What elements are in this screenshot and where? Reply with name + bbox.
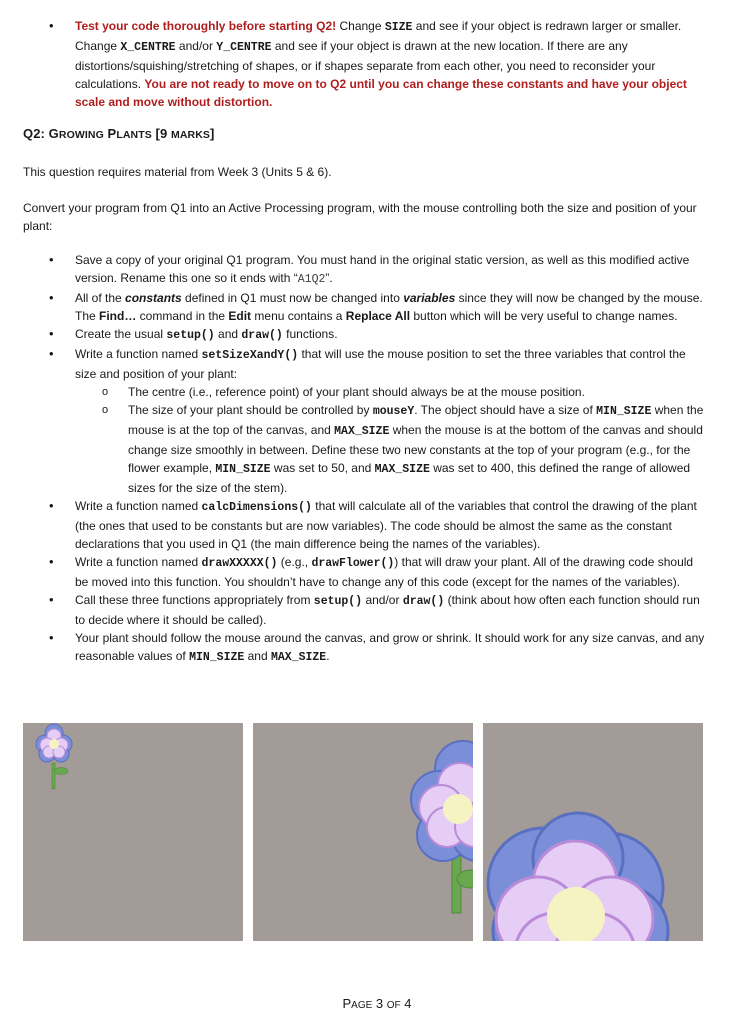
intro-bullet-list [0, 17, 709, 111]
canvas-example-large [483, 723, 703, 941]
instruction-list [0, 251, 709, 667]
list-item: • Write a function named setSizeXandY() that will use the mouse position to set the three variables that control the size and position of your plant: o The centre (i.e., reference point) of your plant should always be at the mouse position. o The size of your plant should be controlled by mouseY. The object should have a size of MIN_SIZE when the mouse is at the top of the canvas, and MAX_SIZE when the mouse is at the bottom of the canvas and should change size smoothly in between. Define these two new constants at the top of your program (e.g., for the flower example, MIN_SIZE was set to 50, and MAX_SIZE was set to 400, this defined the range of allowed sizes for the size of the stem). [0, 345, 709, 497]
sub-list [75, 383, 709, 497]
warning-text-tail: You are not ready to move on to Q2 until you can change these constants and have your object scale and move without distortion. [75, 77, 687, 109]
sub-list-item: o The size of your plant should be controlled by mouseY. The object should have a size of MIN_SIZE when the mouse is at the top of the canvas, and MAX_SIZE when the mouse is at the bottom of the canvas and should change size smoothly in between. Define these two new constants at the top of your program (e.g., for the flower example, MIN_SIZE was set to 50, and MAX_SIZE was set to 400, this defined the range of allowed sizes for the size of the stem). [0, 401, 708, 497]
list-item: • Write a function named calcDimensions() that will calculate all of the variables that control the drawing of the plant (the ones that used to be constants but are now variables). The code should be almost the same as the constant declarations that you used in Q1 (the main difference being the names of the variables). [0, 497, 709, 553]
convert-paragraph: Convert your program from Q1 into an Active Processing program, with the mouse controlling both the size and position of your plant: [23, 201, 697, 233]
canvas-example-small [23, 723, 243, 941]
flower-medium-drawing [253, 723, 473, 941]
section-heading: Q2: GROWING PLANTS [9 MARKS] [23, 126, 215, 141]
sub-list-item: o The centre (i.e., reference point) of your plant should always be at the mouse position. [0, 383, 708, 401]
list-item: • Your plant should follow the mouse around the canvas, and grow or shrink. It should work for any size canvas, and any reasonable values of MIN_SIZE and MAX_SIZE. [0, 629, 709, 667]
list-item: • Call these three functions appropriately from setup() and/or draw() (think about how often each function should run to decide where it should be called). [0, 591, 709, 629]
list-item: • Write a function named drawXXXXX() (e.g., drawFlower()) that will draw your plant. All of the drawing code should be moved into this function. You shouldn’t have to change any of this code (except for the names of the variables). [0, 553, 709, 591]
requires-paragraph: This question requires material from Week 3 (Units 5 & 6). [23, 165, 332, 179]
warning-text: Test your code thoroughly before starting Q2! [75, 19, 337, 33]
flower-large-drawing [483, 723, 703, 941]
list-item: • All of the constants defined in Q1 must now be changed into variables since they will now be changed by the mouse. The Find… command in the Edit menu contains a Replace All button which will be very useful to change names. [0, 289, 709, 325]
flower-small-drawing [23, 723, 243, 941]
intro-bullet: • Test your code thoroughly before starting Q2! Change SIZE and see if your object is redrawn larger or smaller. Change X_CENTRE and/or Y_CENTRE and see if your object is drawn at the new location. If there are any distortions/squishing/stretching of shapes, or if shapes separate from each other, you need to reconsider your calculations. You are not ready to move on to Q2 until you can change these constants and have your object scale and move without distortion. [0, 17, 709, 111]
list-item: • Create the usual setup() and draw() functions. [0, 325, 709, 345]
page-footer: PAGE 3 OF 4 [342, 996, 412, 1011]
canvas-example-medium [253, 723, 473, 941]
list-item: • Save a copy of your original Q1 program. You must hand in the original static version, as well as this modified active version. Rename this one so it ends with “A1Q2”. [0, 251, 709, 289]
